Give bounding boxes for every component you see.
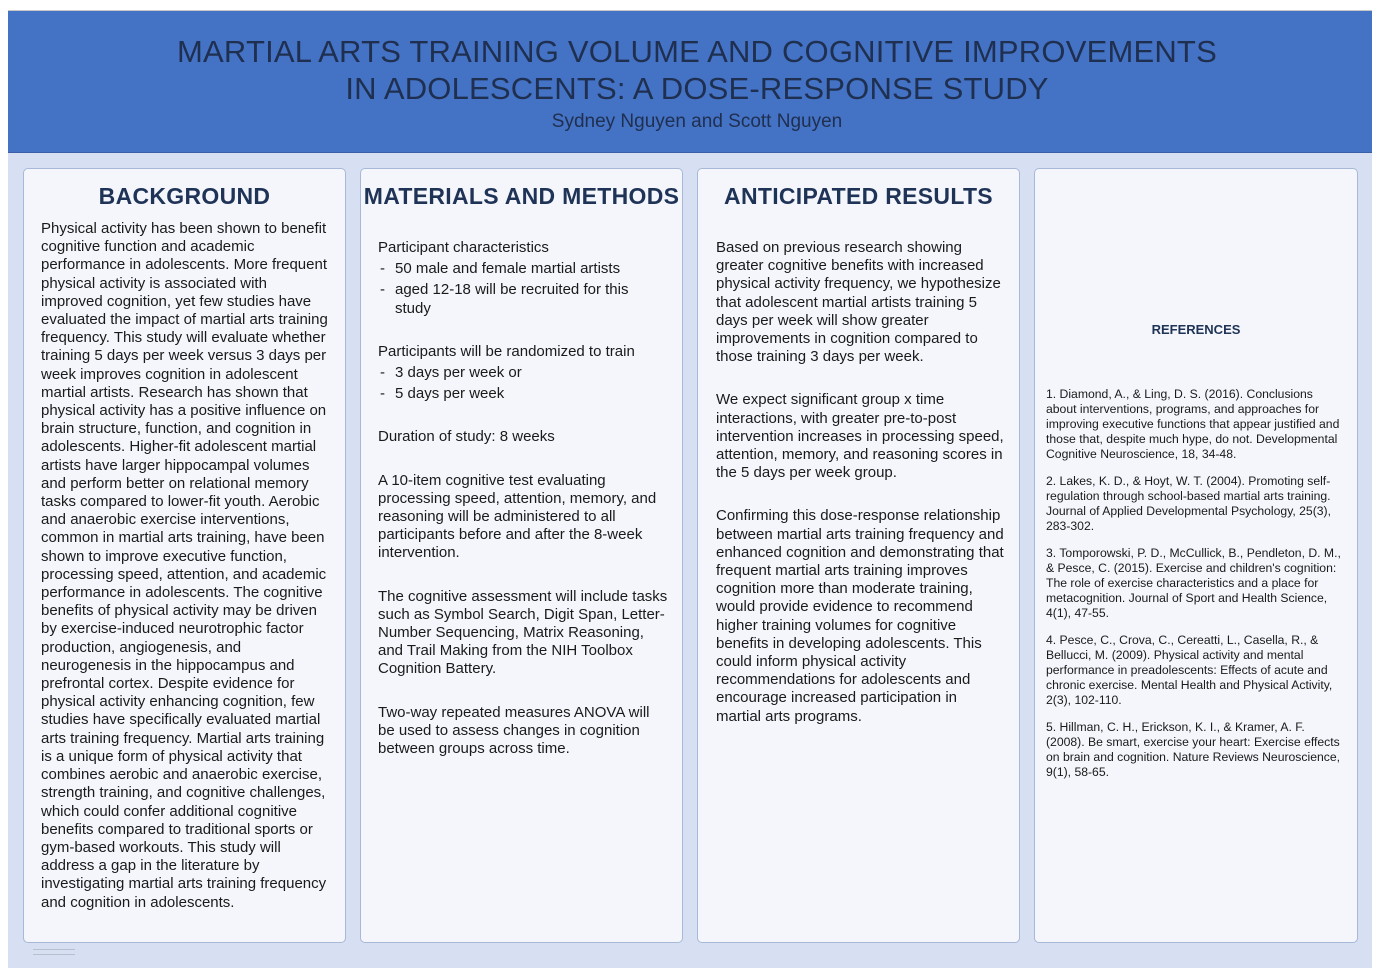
test-text: A 10-item cognitive test evaluating processing speed, attention, memory, and reasoning will be administered to all participants before and after the 8-week intervention. xyxy=(378,471,657,562)
results-text xyxy=(716,239,1006,726)
background-text xyxy=(41,220,331,912)
assessment-text: The cognitive assessment will include tasks such as Symbol Search, Digit Span, Letter-Number Sequencing, Matrix Reasoning, and Trail Making from the NIH Toolbox Cognition Battery. xyxy=(378,587,668,678)
participants-item: - 50 male and female martial artists xyxy=(378,260,668,278)
results-panel xyxy=(697,168,1020,943)
results-paragraph-3: Confirming this dose-response relationship between martial arts training frequency and enhanced cognition and demonstrating that frequent martial arts training improves cognition more than moderate training, would provide evidence to recommend higher training volumes for cognitive benefits in developing adolescents. This could inform physical activity recommendations for adolescents and encourage increased participation in martial arts programs. xyxy=(716,507,1004,725)
title-line-1: MARTIAL ARTS TRAINING VOLUME AND COGNITIVE IMPROVEMENTS xyxy=(177,34,1217,69)
randomize-item: - 3 days per week or xyxy=(378,364,668,382)
reference-item: 5. Hillman, C. H., Erickson, K. I., & Kramer, A. F. (2008). Be smart, exercise your heart: Exercise effects on brain and cognition. Nature Reviews Neuroscience, 9(1), 58-65. xyxy=(1046,720,1341,779)
authors: Sydney Nguyen and Scott Nguyen xyxy=(551,111,843,132)
methods-heading: MATERIALS AND METHODS xyxy=(363,183,680,209)
reference-item: 1. Diamond, A., & Ling, D. S. (2016). Conclusions about interventions, programs, and approaches for improving executive functions that appear justified and those that, despite much hype, do not. Developmental Cognitive Neuroscience, 18, 34-48. xyxy=(1046,387,1340,461)
reference-item: 2. Lakes, K. D., & Hoyt, W. T. (2004). Promoting self-regulation through school-based martial arts training. Journal of Applied Developmental Psychology, 25(3), 283-302. xyxy=(1046,474,1331,533)
reference-item: 4. Pesce, C., Crova, C., Cereatti, L., Casella, R., & Bellucci, M. (2009). Physical activity and mental performance in preadolescents: Effects of acute and chronic exercise. Mental Health and Physical Activity, 2(3), 102-110. xyxy=(1046,633,1333,707)
randomize-label: Participants will be randomized to train xyxy=(378,342,635,360)
background-panel xyxy=(23,168,346,943)
methods-panel xyxy=(360,168,683,943)
results-paragraph-2: We expect significant group x time interactions, with greater pre-to-post intervention increases in processing speed, attention, memory, and reasoning scores in the 5 days per week group. xyxy=(716,391,1004,482)
references-list xyxy=(1046,387,1346,792)
methods-text xyxy=(378,239,668,758)
references-heading: REFERENCES xyxy=(1151,322,1241,337)
poster xyxy=(8,10,1372,968)
anova-text: Two-way repeated measures ANOVA will be used to assess changes in cognition between groups across time. xyxy=(378,703,650,758)
footer-mark xyxy=(33,949,75,955)
references-panel xyxy=(1034,168,1358,943)
participants-item: - aged 12-18 will be recruited for this study xyxy=(378,281,668,317)
results-paragraph-1: Based on previous research showing greater cognitive benefits with increased physical activity frequency, we hypothesize that adolescent martial artists training 5 days per week will show greater improvements in cognition compared to those training 3 days per week. xyxy=(716,239,1001,366)
background-heading: BACKGROUND xyxy=(98,183,271,209)
results-heading: ANTICIPATED RESULTS xyxy=(724,183,993,209)
title-line-2: IN ADOLESCENTS: A DOSE-RESPONSE STUDY xyxy=(345,71,1049,106)
background-paragraph: Physical activity has been shown to benefit cognitive function and academic performance in adolescents. More frequent physical activity is associated with improved cognition, yet few studies have evaluated the impact of martial arts training frequency. This study will evaluate whether training 5 days per week versus 3 days per week improves cognition in adolescent martial artists. Research has shown that physical activity has a positive influence on brain structure, function, and cognition in adolescents. Higher-fit adolescent martial artists have larger hippocampal volumes and perform better on relational memory tasks compared to lower-fit youth. Aerobic and anaerobic exercise interventions, common in martial arts training, have been shown to improve executive function, processing speed, attention, and academic performance in adolescents. The cognitive benefits of physical activity may be driven by exercise-induced neurotrophic factor production, angiogenesis, and neurogenesis in the hippocampus and prefrontal cortex. Despite evidence for physical activity enhancing cognition, few studies have specifically evaluated martial arts training frequency. Martial arts training is a unique form of physical activity that combines aerobic and anaerobic exercise, strength training, and cognitive challenges, which could confer additional cognitive benefits compared to traditional sports or gym-based workouts. This study will address a gap in the literature by investigating martial arts training frequency and cognition in adolescents. xyxy=(41,220,328,911)
randomize-item: - 5 days per week xyxy=(378,385,668,403)
participants-label: Participant characteristics xyxy=(378,239,549,256)
poster-header xyxy=(8,11,1372,153)
reference-item: 3. Tomporowski, P. D., McCullick, B., Pendleton, D. M., & Pesce, C. (2015). Exercise and children's cognition: The role of exercise characteristics and a place for metacognition. Journal of Sport and Health Science, 4(1), 47-55. xyxy=(1046,546,1341,620)
poster-title xyxy=(8,33,1381,107)
duration-text: Duration of study: 8 weeks xyxy=(378,428,555,446)
